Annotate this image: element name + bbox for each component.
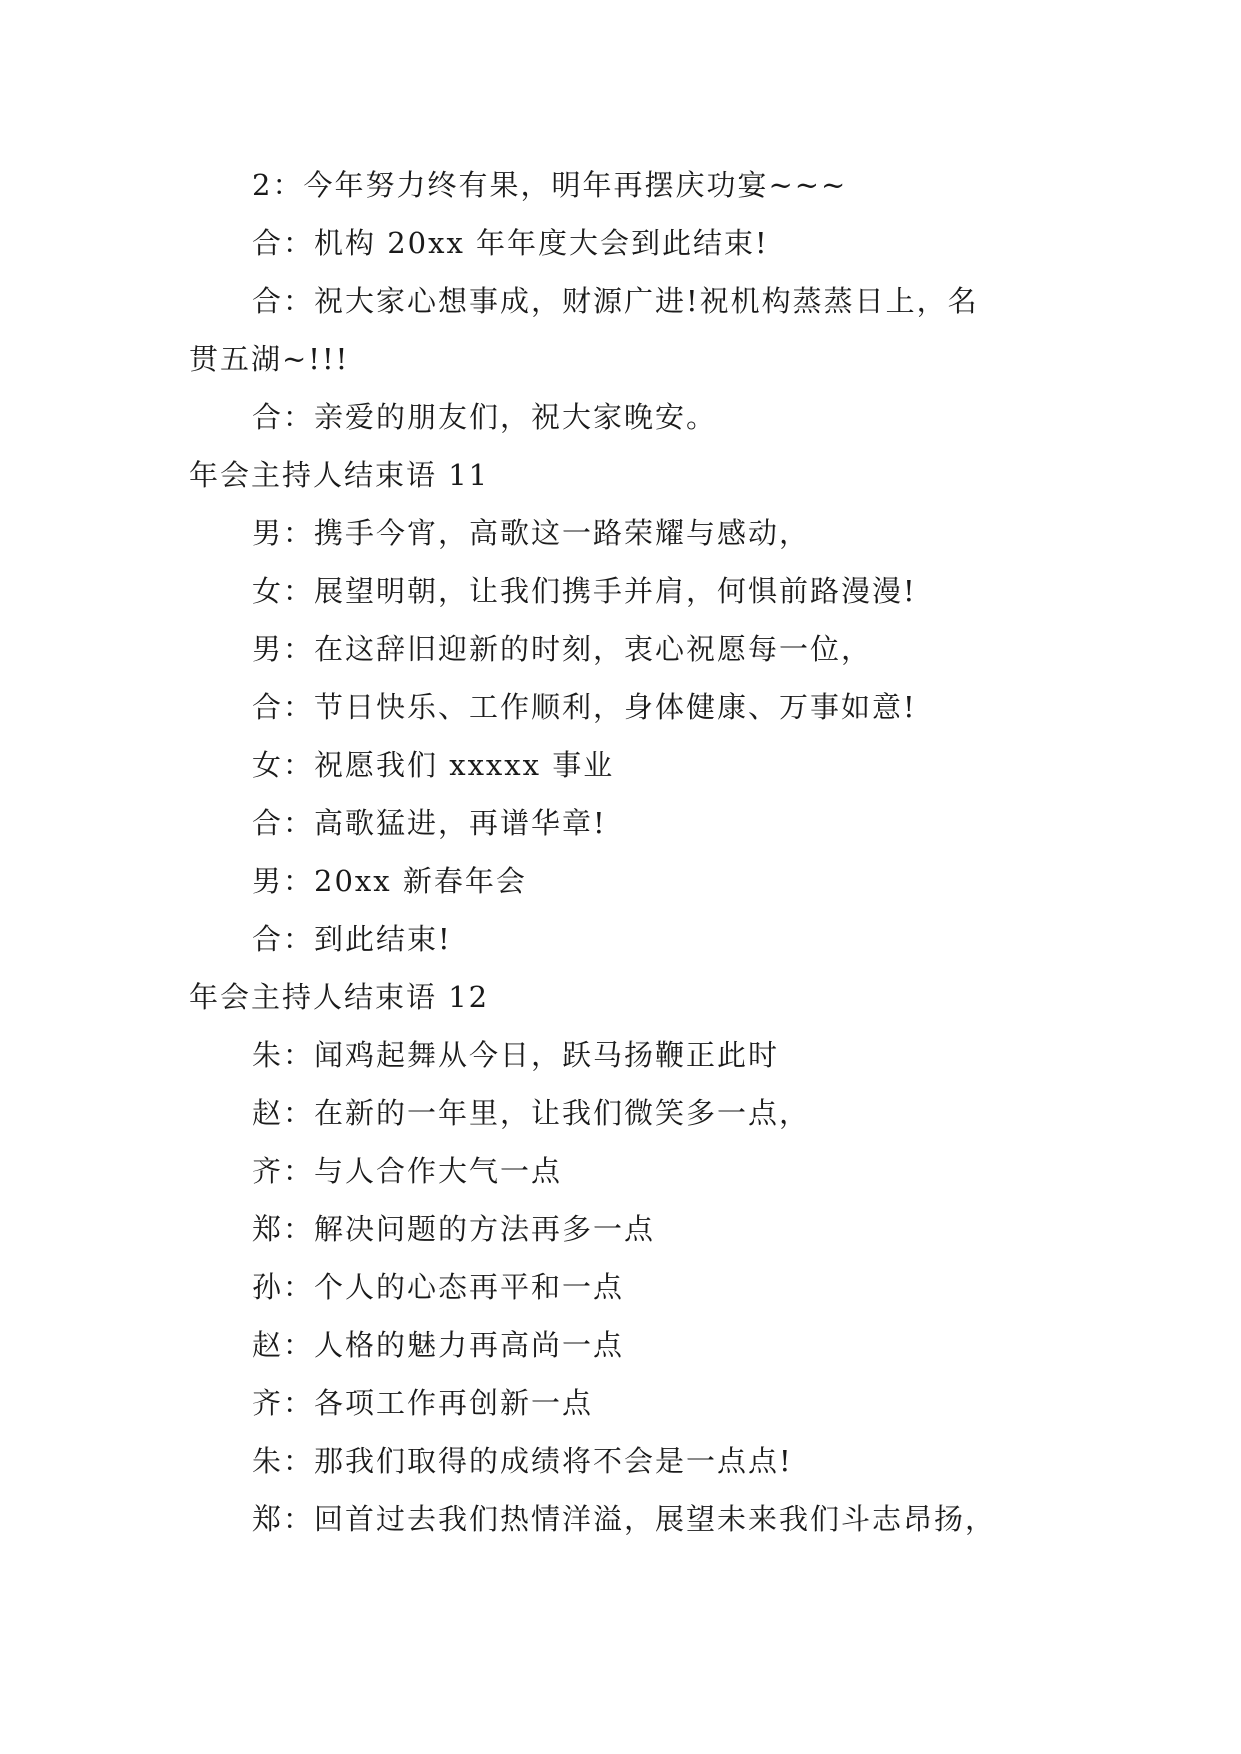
text-line: 合：节日快乐、工作顺利，身体健康、万事如意! (252, 690, 917, 724)
text-line: 2：今年努力终有果，明年再摆庆功宴~~~ (252, 168, 848, 202)
text-line: 贯五湖~!!! (189, 342, 350, 376)
text-line: 合：机构 20xx 年年度大会到此结束! (252, 226, 769, 260)
section-heading: 年会主持人结束语 11 (189, 458, 490, 492)
text-line: 齐：与人合作大气一点 (252, 1154, 563, 1188)
text-line: 孙：个人的心态再平和一点 (252, 1270, 625, 1304)
text-line: 合：到此结束! (252, 922, 452, 956)
text-line: 郑：回首过去我们热情洋溢，展望未来我们斗志昂扬， (252, 1502, 997, 1536)
text-line: 齐：各项工作再创新一点 (252, 1386, 594, 1420)
text-line: 女：展望明朝，让我们携手并肩，何惧前路漫漫! (252, 574, 917, 608)
text-line: 合：高歌猛进，再谱华章! (252, 806, 607, 840)
text-line: 朱：闻鸡起舞从今日，跃马扬鞭正此时 (252, 1038, 780, 1072)
text-line: 男：携手今宵，高歌这一路荣耀与感动， (252, 516, 811, 550)
text-line: 赵：在新的一年里，让我们微笑多一点， (252, 1096, 811, 1130)
text-line: 朱：那我们取得的成绩将不会是一点点! (252, 1444, 793, 1478)
text-line: 合：祝大家心想事成，财源广进!祝机构蒸蒸日上，名 (252, 284, 979, 318)
section-heading: 年会主持人结束语 12 (189, 980, 490, 1014)
text-line: 赵：人格的魅力再高尚一点 (252, 1328, 625, 1362)
text-line: 合：亲爱的朋友们，祝大家晚安。 (252, 400, 718, 434)
text-line: 男：20xx 新春年会 (252, 864, 527, 898)
text-line: 郑：解决问题的方法再多一点 (252, 1212, 656, 1246)
text-line: 女：祝愿我们 xxxxx 事业 (252, 748, 615, 782)
text-line: 男：在这辞旧迎新的时刻，衷心祝愿每一位， (252, 632, 873, 666)
